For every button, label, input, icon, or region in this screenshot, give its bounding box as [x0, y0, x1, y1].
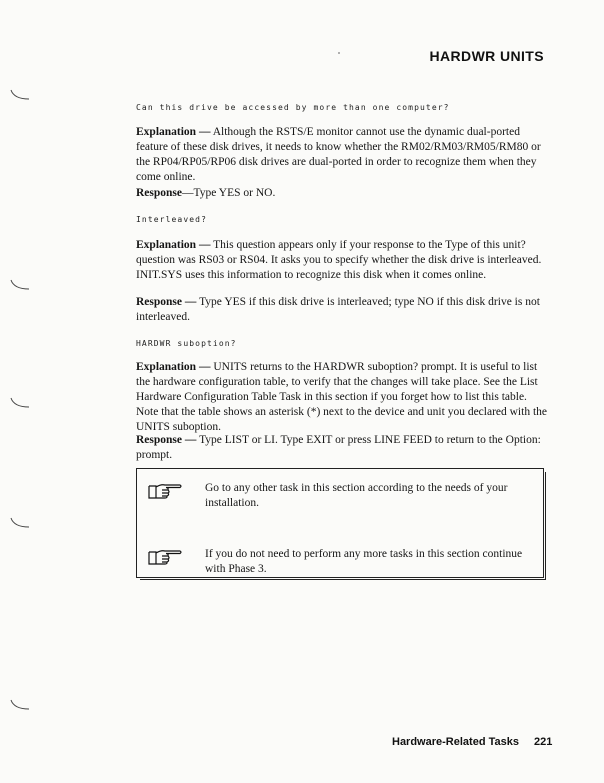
- response-text: —Type YES or NO.: [182, 187, 276, 199]
- note-text: If you do not need to perform any more tasks in this section continue with Phase 3.: [205, 548, 523, 575]
- prompt-text: HARDWR suboption?: [136, 339, 237, 348]
- page-title: HARDWR UNITS: [429, 48, 544, 64]
- response-paragraph: [136, 433, 548, 463]
- explanation-paragraph: [136, 238, 548, 283]
- scan-speck: [338, 52, 340, 54]
- response-text: Type LIST or LI. Type EXIT or press LINE FEED to return to the Option: prompt.: [136, 434, 541, 461]
- explanation-label: Explanation —: [136, 239, 211, 251]
- pointing-hand-icon: [147, 481, 183, 501]
- explanation-label: Explanation —: [136, 361, 211, 373]
- explanation-paragraph: [136, 125, 548, 185]
- response-paragraph: [136, 186, 548, 201]
- pointing-hand-icon: [147, 547, 183, 567]
- note-text: Go to any other task in this section according to the needs of your installation.: [205, 482, 508, 509]
- response-text: Type YES if this disk drive is interleaved; type NO if this disk drive is not interleaved.: [136, 296, 540, 323]
- prompt-text: Interleaved?: [136, 215, 207, 224]
- explanation-text: Although the RSTS/E monitor cannot use the dynamic dual-ported feature of these disk drives, it needs to know whether the RM02/RM03/RM05/RM80 or the RP04/RP05/RP06 disk drives are dual-ported in order to recognize them when they come online.: [136, 126, 541, 183]
- explanation-text: UNITS returns to the HARDWR suboption? prompt. It is useful to list the hardware configuration table, to verify that the changes will take place. See the List Hardware Configuration Table Task in this section if you forget how to list this table. Note that the table shows an asterisk (*) next to the device and unit you declared with the UNITS suboption.: [136, 361, 548, 433]
- binding-mark: [10, 698, 32, 712]
- footer-section-label: Hardware-Related Tasks: [392, 736, 519, 748]
- response-label: Response —: [136, 296, 197, 308]
- response-paragraph: [136, 295, 548, 325]
- explanation-label: Explanation —: [136, 126, 211, 138]
- prompt-text: Can this drive be accessed by more than one computer?: [136, 103, 450, 112]
- page-number: 221: [534, 736, 553, 748]
- binding-mark: [10, 88, 32, 102]
- note-box: [136, 468, 544, 578]
- binding-mark: [10, 516, 32, 530]
- explanation-text: This question appears only if your response to the Type of this unit? question was RS03 or RS04. It asks you to specify whether the disk drive is interleaved. INIT.SYS uses this information to recognize this disk when it comes online.: [136, 239, 542, 281]
- explanation-paragraph: [136, 360, 548, 435]
- response-label: Response —: [136, 434, 197, 446]
- response-label: Response: [136, 187, 183, 199]
- binding-mark: [10, 396, 32, 410]
- binding-mark: [10, 278, 32, 292]
